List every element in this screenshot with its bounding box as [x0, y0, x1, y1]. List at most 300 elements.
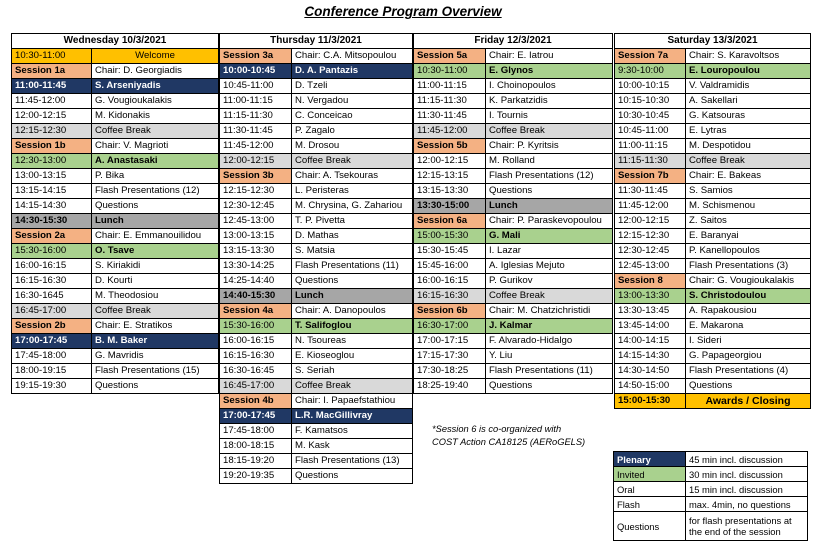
schedule-row-lunch: [414, 199, 613, 214]
time-slot: 17:45-18:00: [220, 424, 292, 439]
schedule-row-normal: [615, 349, 811, 364]
time-slot: 18:15-19:20: [220, 454, 292, 469]
schedule-row-session: [414, 49, 613, 64]
schedule-entry: Y. Liu: [486, 349, 613, 364]
legend-label: Invited: [614, 467, 686, 482]
schedule-row-normal: [414, 184, 613, 199]
time-slot: 10:15-10:30: [615, 94, 686, 109]
schedule-row-normal: [220, 94, 413, 109]
schedule-row-normal: [220, 229, 413, 244]
day-column-saturday: [614, 33, 811, 409]
schedule-row-invited: [615, 64, 811, 79]
schedule-entry: Questions: [92, 199, 219, 214]
schedule-entry: Questions: [486, 379, 613, 394]
session-label: Session 3a: [220, 49, 292, 64]
schedule-row-normal: [615, 199, 811, 214]
schedule-row-invited: [220, 319, 413, 334]
time-slot: 12:45-13:00: [615, 259, 686, 274]
schedule-row-invited: [414, 319, 613, 334]
schedule-row-normal: [220, 139, 413, 154]
schedule-row-invited: [414, 64, 613, 79]
time-slot: 17:00-17:45: [12, 334, 92, 349]
time-slot: 16:00-16:15: [414, 274, 486, 289]
schedule-row-plenary: [220, 409, 413, 424]
schedule-row-lunch: [12, 214, 219, 229]
time-slot: 10:00-10:15: [615, 79, 686, 94]
time-slot: 11:00-11:45: [12, 79, 92, 94]
time-slot: 13:00-13:15: [220, 229, 292, 244]
time-slot: 14:25-14:40: [220, 274, 292, 289]
schedule-entry: A. Rapakousiou: [686, 304, 811, 319]
schedule-entry: Coffee Break: [292, 379, 413, 394]
time-slot: 12:15-12:30: [220, 184, 292, 199]
schedule-entry: M. Kask: [292, 439, 413, 454]
schedule-entry: Flash Presentations (12): [92, 184, 219, 199]
time-slot: 10:45-11:00: [615, 124, 686, 139]
schedule-row-normal: [12, 379, 219, 394]
schedule-row-normal: [220, 364, 413, 379]
schedule-row-normal: [414, 94, 613, 109]
legend-table: [613, 451, 808, 541]
schedule-entry: S. Samios: [686, 184, 811, 199]
time-slot: 11:45-12:00: [220, 139, 292, 154]
schedule-entry: Welcome: [92, 49, 219, 64]
time-slot: 11:00-11:15: [220, 94, 292, 109]
time-slot: 11:30-11:45: [220, 124, 292, 139]
page-title: Conference Program Overview: [304, 4, 502, 19]
schedule-entry: Coffee Break: [486, 124, 613, 139]
time-slot: 13:00-13:15: [12, 169, 92, 184]
schedule-entry: Questions: [292, 274, 413, 289]
time-slot: 11:15-11:30: [220, 109, 292, 124]
schedule-entry: S. Seriah: [292, 364, 413, 379]
schedule-row-normal: [414, 154, 613, 169]
time-slot: 16:45-17:00: [220, 379, 292, 394]
schedule-entry: Lunch: [486, 199, 613, 214]
schedule-entry: S. Matsia: [292, 244, 413, 259]
time-slot: 10:45-11:00: [220, 79, 292, 94]
time-slot: 16:15-16:30: [220, 349, 292, 364]
time-slot: 16:30-1645: [12, 289, 92, 304]
schedule-row-normal: [414, 109, 613, 124]
schedule-entry: E. Baranyai: [686, 229, 811, 244]
schedule-entry: Coffee Break: [92, 304, 219, 319]
schedule-entry: M. Schismenou: [686, 199, 811, 214]
time-slot: 12:30-13:00: [12, 154, 92, 169]
schedule-row-plenary: [220, 64, 413, 79]
schedule-row-normal: [220, 79, 413, 94]
schedule-row-normal: [12, 364, 219, 379]
schedule-row-normal: [220, 469, 413, 484]
schedule-entry: P. Kanellopoulos: [686, 244, 811, 259]
time-slot: 16:30-17:00: [414, 319, 486, 334]
schedule-entry: O. Tsave: [92, 244, 219, 259]
schedule-entry: Z. Saitos: [686, 214, 811, 229]
day-column-wednesday: [11, 33, 219, 394]
schedule-row-normal: [220, 244, 413, 259]
schedule-entry: A. Sakellari: [686, 94, 811, 109]
legend-label: Plenary: [614, 452, 686, 467]
time-slot: 15:30-16:00: [220, 319, 292, 334]
time-slot: 10:30-11:00: [12, 49, 92, 64]
schedule-row-normal: [615, 94, 811, 109]
session-label: Session 3b: [220, 169, 292, 184]
legend-description: max. 4min, no questions: [686, 497, 808, 512]
day-header: Wednesday 10/3/2021: [12, 34, 219, 49]
time-slot: 10:30-11:00: [414, 64, 486, 79]
time-slot: 10:30-10:45: [615, 109, 686, 124]
time-slot: 14:50-15:00: [615, 379, 686, 394]
schedule-row-normal: [220, 259, 413, 274]
schedule-row-session: [12, 319, 219, 334]
time-slot: 14:15-14:30: [12, 199, 92, 214]
schedule-row-normal: [220, 124, 413, 139]
schedule-row-normal: [12, 94, 219, 109]
schedule-entry: N. Vergadou: [292, 94, 413, 109]
schedule-row-invited: [12, 154, 219, 169]
schedule-entry: M. Despotidou: [686, 139, 811, 154]
schedule-entry: I. Sideri: [686, 334, 811, 349]
schedule-row-normal: [12, 109, 219, 124]
schedule-row-normal: [414, 364, 613, 379]
schedule-row-normal: [220, 109, 413, 124]
legend-description: 45 min incl. discussion: [686, 452, 808, 467]
schedule-row-session: [220, 394, 413, 409]
schedule-entry: J. Kalmar: [486, 319, 613, 334]
session-chair: Chair: S. Karavoltsos: [686, 49, 811, 64]
schedule-entry: M. Kidonakis: [92, 109, 219, 124]
schedule-entry: T. Salifoglou: [292, 319, 413, 334]
schedule-row-normal: [615, 334, 811, 349]
schedule-row-normal: [615, 79, 811, 94]
session-chair: Chair: P. Paraskevopoulou: [486, 214, 613, 229]
legend-row-questions: [614, 512, 808, 541]
schedule-row-normal: [220, 454, 413, 469]
time-slot: 19:15-19:30: [12, 379, 92, 394]
session-label: Session 5a: [414, 49, 486, 64]
schedule-row-break: [414, 124, 613, 139]
schedule-row-invited: [615, 289, 811, 304]
schedule-entry: Flash Presentations (12): [486, 169, 613, 184]
schedule-row-session: [12, 64, 219, 79]
schedule-entry: G. Vougioukalakis: [92, 94, 219, 109]
schedule-row-normal: [12, 289, 219, 304]
time-slot: 14:00-14:15: [615, 334, 686, 349]
schedule-row-normal: [220, 199, 413, 214]
session-chair: Chair: P. Kyritsis: [486, 139, 613, 154]
time-slot: 16:45-17:00: [12, 304, 92, 319]
schedule-entry: G. Mali: [486, 229, 613, 244]
schedule-row-break: [414, 289, 613, 304]
time-slot: 12:15-12:30: [615, 229, 686, 244]
schedule-row-normal: [220, 334, 413, 349]
session-chair: Chair: E. Stratikos: [92, 319, 219, 334]
legend-description: for flash presentations at the end of the session: [686, 512, 808, 541]
schedule-entry: M. Rolland: [486, 154, 613, 169]
legend-description: 30 min incl. discussion: [686, 467, 808, 482]
schedule-row-normal: [12, 184, 219, 199]
legend-description: 15 min incl. discussion: [686, 482, 808, 497]
time-slot: 14:30-14:50: [615, 364, 686, 379]
schedule-row-plenary: [12, 334, 219, 349]
schedule-row-normal: [615, 364, 811, 379]
schedule-row-session: [615, 274, 811, 289]
day-column-thursday: [219, 33, 413, 484]
schedule-entry: E. Lytras: [686, 124, 811, 139]
time-slot: 11:30-11:45: [615, 184, 686, 199]
schedule-row-normal: [615, 124, 811, 139]
schedule-entry: D. Tzeli: [292, 79, 413, 94]
schedule-row-normal: [414, 79, 613, 94]
schedule-row-session: [615, 169, 811, 184]
schedule-entry: F. Alvarado-Hidalgo: [486, 334, 613, 349]
session-chair: Chair: E. Emmanouilidou: [92, 229, 219, 244]
schedule-entry: Lunch: [292, 289, 413, 304]
session-label: Session 2a: [12, 229, 92, 244]
schedule-entry: I. Lazar: [486, 244, 613, 259]
schedule-row-invited: [12, 244, 219, 259]
schedule-entry: A. Iglesias Mejuto: [486, 259, 613, 274]
session-chair: Chair: D. Georgiadis: [92, 64, 219, 79]
time-slot: 17:15-17:30: [414, 349, 486, 364]
schedule-entry: D. Mathas: [292, 229, 413, 244]
schedule-entry: C. Conceicao: [292, 109, 413, 124]
schedule-entry: L.R. MacGillivray: [292, 409, 413, 424]
time-slot: 17:00-17:15: [414, 334, 486, 349]
time-slot: 15:30-15:45: [414, 244, 486, 259]
time-slot: 12:15-13:15: [414, 169, 486, 184]
session-label: Session 7b: [615, 169, 686, 184]
legend-row-plenary: [614, 452, 808, 467]
session-chair: Chair: E. Bakeas: [686, 169, 811, 184]
schedule-entry: E. Makarona: [686, 319, 811, 334]
schedule-row-normal: [615, 214, 811, 229]
schedule-entry: M. Chrysina, G. Zahariou: [292, 199, 413, 214]
schedule-entry: Coffee Break: [92, 124, 219, 139]
time-slot: 10:00-10:45: [220, 64, 292, 79]
schedule-row-break: [12, 124, 219, 139]
session-chair: Chair: I. Papaefstathiou: [292, 394, 413, 409]
schedule-entry: I. Choinopoulos: [486, 79, 613, 94]
session-label: Session 4b: [220, 394, 292, 409]
time-slot: 12:30-12:45: [615, 244, 686, 259]
schedule-row-normal: [220, 349, 413, 364]
schedule-entry: Coffee Break: [486, 289, 613, 304]
schedule-entry: Coffee Break: [292, 154, 413, 169]
schedule-entry: Flash Presentations (11): [486, 364, 613, 379]
schedule-entry: N. Tsoureas: [292, 334, 413, 349]
schedule-row-normal: [414, 169, 613, 184]
schedule-entry: E. Kioseoglou: [292, 349, 413, 364]
schedule-row-normal: [414, 244, 613, 259]
session-label: Session 1a: [12, 64, 92, 79]
time-slot: 11:00-11:15: [615, 139, 686, 154]
time-slot: 12:00-12:15: [220, 154, 292, 169]
time-slot: 12:00-12:15: [615, 214, 686, 229]
legend-label: Questions: [614, 512, 686, 541]
schedule-row-session: [12, 229, 219, 244]
schedule-entry: Questions: [292, 469, 413, 484]
schedule-row-normal: [220, 424, 413, 439]
schedule-row-normal: [414, 259, 613, 274]
session-chair: Chair: E. Iatrou: [486, 49, 613, 64]
schedule-row-break: [220, 154, 413, 169]
schedule-entry: Flash Presentations (4): [686, 364, 811, 379]
schedule-row-normal: [12, 349, 219, 364]
time-slot: 14:30-15:30: [12, 214, 92, 229]
schedule-row-normal: [12, 199, 219, 214]
schedule-row-normal: [414, 274, 613, 289]
schedule-entry: T. P. Pivetta: [292, 214, 413, 229]
time-slot: 12:30-12:45: [220, 199, 292, 214]
schedule-row-normal: [615, 184, 811, 199]
time-slot: 13:30-13:45: [615, 304, 686, 319]
time-slot: 12:15-12:30: [12, 124, 92, 139]
schedule-entry: B. M. Baker: [92, 334, 219, 349]
time-slot: 11:45-12:00: [414, 124, 486, 139]
time-slot: 15:00-15:30: [414, 229, 486, 244]
schedule-row-normal: [12, 274, 219, 289]
schedule-entry: Flash Presentations (3): [686, 259, 811, 274]
schedule-row-session: [220, 169, 413, 184]
schedule-entry: F. Kamatsos: [292, 424, 413, 439]
session-label: Session 6a: [414, 214, 486, 229]
time-slot: 17:00-17:45: [220, 409, 292, 424]
session-label: Session 1b: [12, 139, 92, 154]
schedule-row-normal: [12, 169, 219, 184]
schedule-entry: Coffee Break: [686, 154, 811, 169]
time-slot: 17:30-18:25: [414, 364, 486, 379]
schedule-row-normal: [414, 334, 613, 349]
schedule-entry: G. Mavridis: [92, 349, 219, 364]
time-slot: 13:45-14:00: [615, 319, 686, 334]
schedule-entry: Flash Presentations (15): [92, 364, 219, 379]
day-header: Friday 12/3/2021: [414, 34, 613, 49]
time-slot: 14:40-15:30: [220, 289, 292, 304]
time-slot: 12:45-13:00: [220, 214, 292, 229]
session-label: Session 2b: [12, 319, 92, 334]
legend-row-invited: [614, 467, 808, 482]
session-chair: Chair: C.A. Mitsopoulou: [292, 49, 413, 64]
schedule-entry: Awards / Closing: [686, 394, 811, 409]
schedule-entry: S. Arseniyadis: [92, 79, 219, 94]
schedule-row-welcome: [12, 49, 219, 64]
schedule-entry: A. Anastasaki: [92, 154, 219, 169]
time-slot: 16:15-16:30: [414, 289, 486, 304]
session-chair: Chair: A. Tsekouras: [292, 169, 413, 184]
legend-row-flash: [614, 497, 808, 512]
note-line: *Session 6 is co-organized with: [432, 424, 562, 434]
time-slot: 11:00-11:15: [414, 79, 486, 94]
schedule-entry: Questions: [92, 379, 219, 394]
schedule-row-break: [12, 304, 219, 319]
time-slot: 11:45-12:00: [615, 199, 686, 214]
schedule-row-normal: [220, 274, 413, 289]
schedule-entry: P. Bika: [92, 169, 219, 184]
schedule-row-session: [12, 139, 219, 154]
schedule-row-normal: [615, 319, 811, 334]
schedule-row-session: [414, 304, 613, 319]
schedule-entry: D. Kourti: [92, 274, 219, 289]
schedule-entry: P. Zagalo: [292, 124, 413, 139]
schedule-row-normal: [615, 259, 811, 274]
time-slot: 13:30-15:00: [414, 199, 486, 214]
time-slot: 16:00-16:15: [220, 334, 292, 349]
time-slot: 13:15-13:30: [414, 184, 486, 199]
schedule-row-awards: [615, 394, 811, 409]
time-slot: 18:00-18:15: [220, 439, 292, 454]
time-slot: 11:45-12:00: [12, 94, 92, 109]
legend-label: Flash: [614, 497, 686, 512]
schedule-entry: E. Glynos: [486, 64, 613, 79]
day-header: Saturday 13/3/2021: [615, 34, 811, 49]
time-slot: 15:00-15:30: [615, 394, 686, 409]
time-slot: 11:15-11:30: [414, 94, 486, 109]
session-chair: Chair: A. Danopoulos: [292, 304, 413, 319]
time-slot: 11:15-11:30: [615, 154, 686, 169]
schedule-entry: M. Drosou: [292, 139, 413, 154]
schedule-entry: K. Parkatzidis: [486, 94, 613, 109]
session-label: Session 6b: [414, 304, 486, 319]
schedule-entry: D. A. Pantazis: [292, 64, 413, 79]
schedule-row-break: [615, 154, 811, 169]
time-slot: 13:15-13:30: [220, 244, 292, 259]
schedule-entry: S. Kiriakidi: [92, 259, 219, 274]
time-slot: 13:00-13:30: [615, 289, 686, 304]
schedule-row-normal: [615, 379, 811, 394]
time-slot: 11:30-11:45: [414, 109, 486, 124]
session-label: Session 8: [615, 274, 686, 289]
session-label: Session 7a: [615, 49, 686, 64]
time-slot: 16:15-16:30: [12, 274, 92, 289]
schedule-entry: Questions: [686, 379, 811, 394]
schedule-entry: M. Theodosiou: [92, 289, 219, 304]
day-column-friday: [413, 33, 613, 394]
schedule-row-normal: [414, 379, 613, 394]
legend-label: Oral: [614, 482, 686, 497]
time-slot: 15:30-16:00: [12, 244, 92, 259]
time-slot: 9:30-10:00: [615, 64, 686, 79]
legend-row-oral: [614, 482, 808, 497]
session-chair: Chair: M. Chatzichristidi: [486, 304, 613, 319]
time-slot: 18:00-19:15: [12, 364, 92, 379]
schedule-entry: V. Valdramidis: [686, 79, 811, 94]
session-chair: Chair: V. Magrioti: [92, 139, 219, 154]
session-label: Session 5b: [414, 139, 486, 154]
schedule-row-session: [220, 304, 413, 319]
schedule-row-break: [220, 379, 413, 394]
schedule-row-session: [414, 139, 613, 154]
schedule-entry: Flash Presentations (11): [292, 259, 413, 274]
schedule-row-session: [414, 214, 613, 229]
time-slot: 19:20-19:35: [220, 469, 292, 484]
time-slot: 15:45-16:00: [414, 259, 486, 274]
schedule-row-invited: [414, 229, 613, 244]
time-slot: 16:00-16:15: [12, 259, 92, 274]
day-header: Thursday 11/3/2021: [220, 34, 413, 49]
schedule-row-session: [220, 49, 413, 64]
session-label: Session 4a: [220, 304, 292, 319]
schedule-entry: S. Christodoulou: [686, 289, 811, 304]
schedule-row-normal: [220, 214, 413, 229]
schedule-row-normal: [615, 244, 811, 259]
schedule-entry: Questions: [486, 184, 613, 199]
schedule-row-normal: [414, 349, 613, 364]
schedule-row-normal: [220, 439, 413, 454]
schedule-entry: Lunch: [92, 214, 219, 229]
schedule-row-normal: [615, 139, 811, 154]
schedule-row-normal: [220, 184, 413, 199]
